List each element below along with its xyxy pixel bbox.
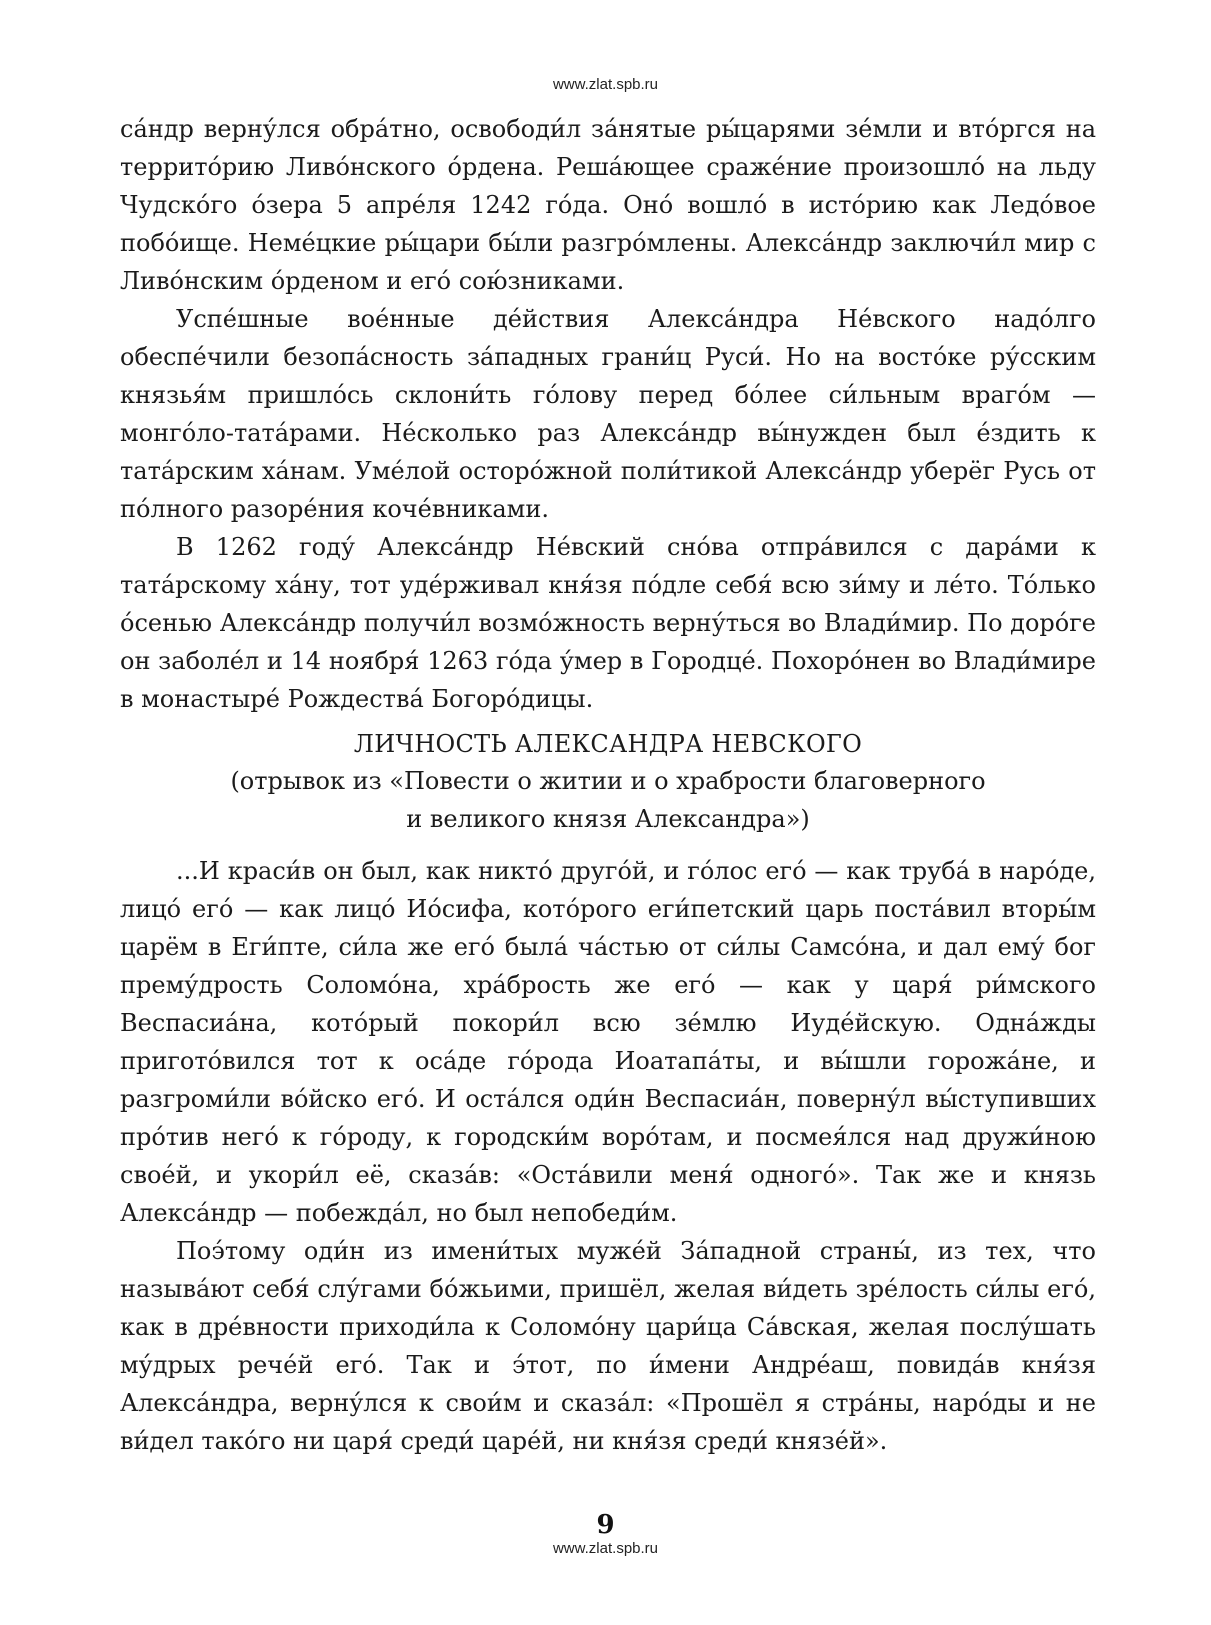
section-subtitle-line1: (отрывок из «Повести о житии и о храбрости благоверного [230,767,986,795]
paragraph-3: В 1262 году́ Алекса́ндр Не́вский сно́ва отпра́вился с дара́ми к тата́рскому ха́ну, тот уде́рживал кня́зя по́дле себя́ всю зи́му и ле́то. То́лько о́сенью Алекса́ндр получи́л возмо́жность верну́ться во Влади́мир. По доро́ге он заболе́л и 14 ноября́ 1263 го́да у́мер в Городце́. Похоро́нен во Влади́мире в монастыре́ Рождества́ Богоро́дицы. [120,533,1096,713]
page-number: 9 [596,1510,615,1540]
text-block-top [120,110,1096,718]
text-block-bottom [120,852,1096,1460]
paragraph-2: Успе́шные вое́нные де́йствия Алекса́ндра Не́вского надо́лго обеспе́чили безопа́сность за́падных грани́ц Руси́. Но на восто́ке ру́сским князья́м пришло́сь склони́ть го́лову перед бо́лее си́льным враго́м — монго́ло-тата́рами. Не́сколько раз Алекса́ндр вы́нужден был е́здить к тата́рским ха́нам. Уме́лой осторо́жной поли́тикой Алекса́ндр уберёг Русь от по́лного разоре́ния коче́вниками. [120,305,1096,523]
paragraph-1: са́ндр верну́лся обра́тно, освободи́л за́нятые ры́царями зе́мли и вто́ргся на террито́рию Ливо́нского о́рдена. Реша́ющее сраже́ние произошло́ на льду Чудско́го о́зера 5 апре́ля 1242 го́да. Оно́ вошло́ в исто́рию как Ледо́вое побо́ище. Неме́цкие ры́цари бы́ли разгро́млены. Алекса́ндр заключи́л мир с Ливо́нским о́рденом и его́ сою́зниками. [120,115,1096,295]
section-subtitle-line2: и великого князя Александра») [406,805,810,833]
paragraph-5: Поэ́тому оди́н из имени́тых муже́й За́падной страны́, из тех, что называ́ют себя́ слу́гами бо́жьими, пришёл, желая ви́деть зре́лость си́лы его́, как в дре́вности приходи́ла к Соломо́ну цари́ца Са́вская, желая послу́шать му́дрых рече́й его́. Так и э́тот, по и́мени Андре́аш, повида́в кня́зя Алекса́ндра, верну́лся к свои́м и сказа́л: «Прошёл я стра́ны, наро́ды и не ви́дел тако́го ни царя́ среди́ царе́й, ни кня́зя среди́ князе́й». [120,1237,1096,1455]
section-title: ЛИЧНОСТЬ АЛЕКСАНДРА НЕВСКОГО [353,730,863,758]
footer-site-url[interactable]: www.zlat.spb.ru [552,1540,659,1557]
section-heading [120,726,1096,838]
paragraph-4: ...И краси́в он был, как никто́ друго́й, и го́лос его́ — как труба́ в наро́де, лицо́ его́ — как лицо́ Ио́сифа, кото́рого еги́петский царь поста́вил вторы́м царём в Еги́пте, си́ла же его́ была́ ча́стью от си́лы Самсо́на, и дал ему́ бог прему́дрость Соломо́на, хра́брость же его́ — как у царя́ ри́мского Веспасиа́на, кото́рый покори́л всю зе́млю Иуде́йскую. Одна́жды пригото́вился тот к оса́де го́рода Иоатапа́ты, и вы́шли горожа́не, и разгроми́ли во́йско его́. И оста́лся оди́н Веспасиа́н, поверну́л вы́ступивших про́тив него́ к го́роду, к городски́м воро́там, и посмея́лся над дружи́ною свое́й, и укори́л её, сказа́в: «Оста́вили меня́ одного́». Так же и князь Алекса́ндр — побежда́л, но был непобеди́м. [120,857,1096,1227]
header-site-url[interactable]: www.zlat.spb.ru [552,76,659,93]
